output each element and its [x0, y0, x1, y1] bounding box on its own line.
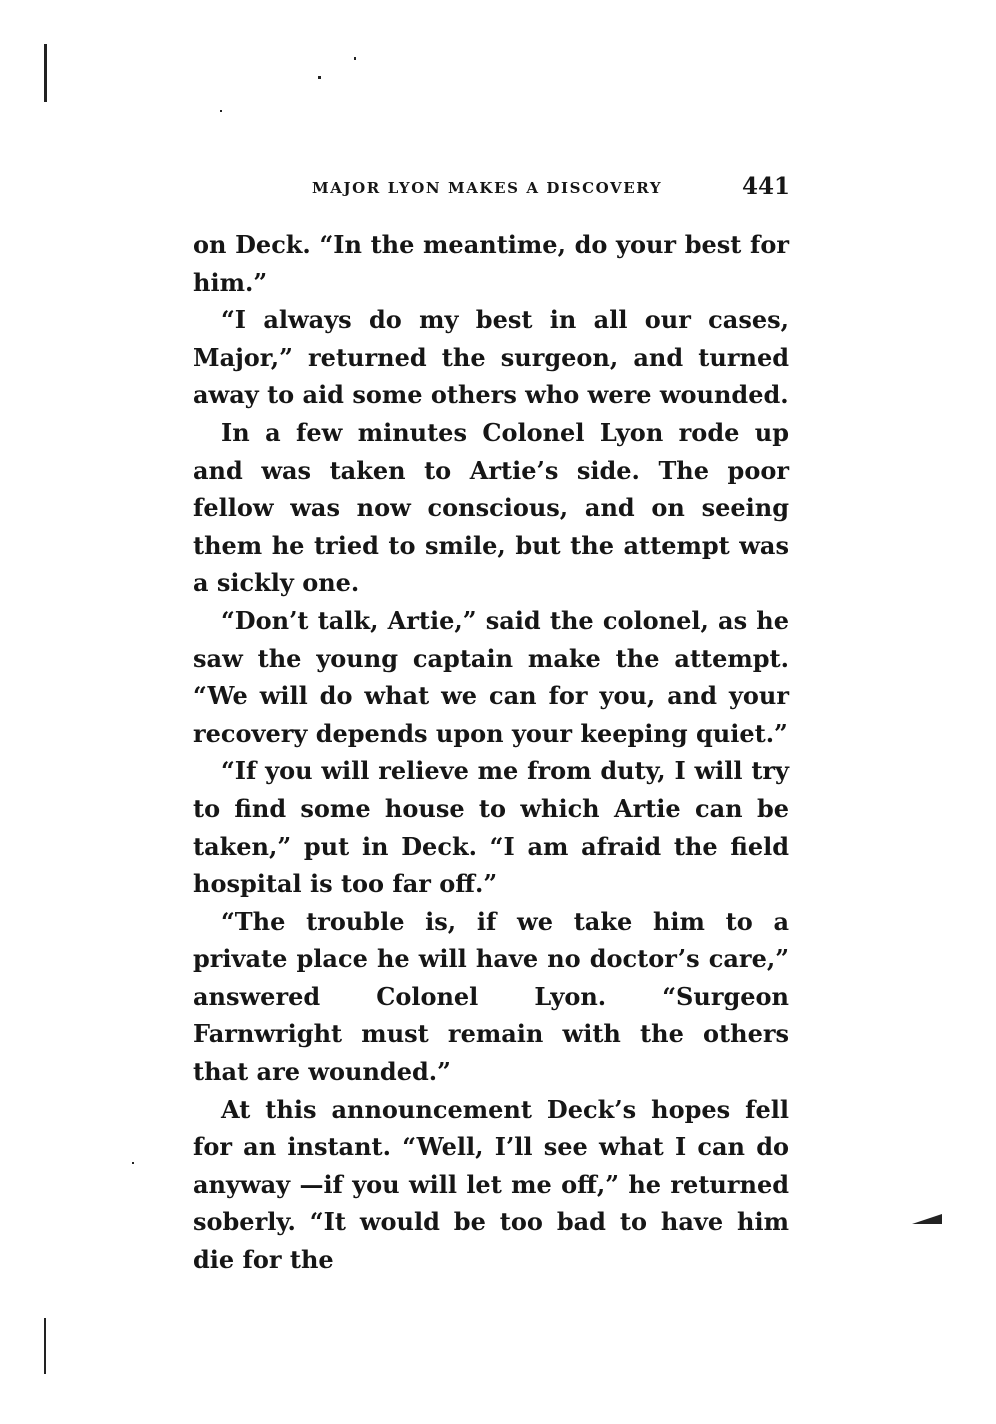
scan-speck [132, 1162, 134, 1164]
scan-speck [354, 57, 356, 60]
scan-mark-right-edge [912, 1214, 942, 1224]
page-number: 441 [741, 173, 790, 200]
paragraph: on Deck. “In the meantime, do your best for him.” [193, 230, 789, 297]
scan-mark-left-top [44, 44, 47, 102]
paragraph: At this announcement Deck’s hopes fell for an instant. “Well, I’ll see what I can do anyway —if you will let me off,” he returned soberly. “It would be too bad to have him die for the [193, 1094, 789, 1275]
paragraph: “I always do my best in all our cases, Major,” returned the surgeon, and turned away to aid some others who were wounded. [193, 305, 789, 410]
paragraph: In a few minutes Colonel Lyon rode up and was taken to Artie’s side. The poor fellow was now conscious, and on seeing them he tried to smile, but the attempt was a sickly one. [193, 417, 789, 598]
scan-speck [220, 110, 222, 112]
scan-speck [318, 76, 321, 79]
paragraph: “The trouble is, if we take him to a private place he will have no doctor’s care,” answered Colonel Lyon. “Surgeon Farnwright must remain with the others that are wounded.” [193, 906, 789, 1087]
paragraph: “If you will relieve me from duty, I will try to find some house to which Artie can be taken,” put in Deck. “I am afraid the field hospital is too far off.” [193, 756, 789, 899]
running-title: MAJOR LYON MAKES A DISCOVERY [312, 179, 663, 197]
running-header [312, 173, 790, 203]
paragraph: “Don’t talk, Artie,” said the colonel, as he saw the young captain make the attempt. “We will do what we can for you, and your recovery depends upon your keeping quiet.” [193, 605, 789, 748]
scan-mark-left-bottom [44, 1318, 46, 1374]
body-text [193, 226, 789, 1279]
